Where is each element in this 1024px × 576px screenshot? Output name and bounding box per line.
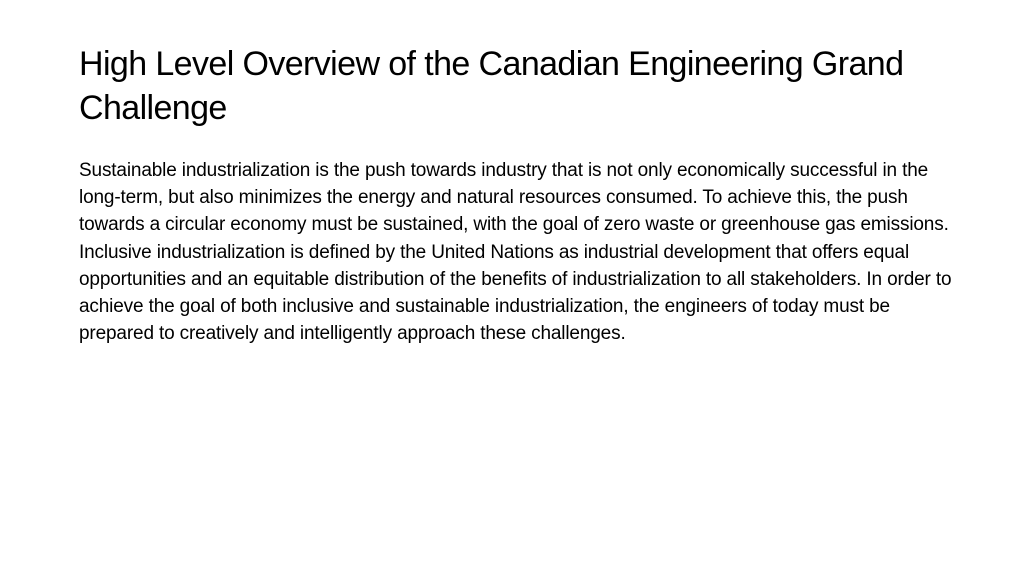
slide-title: High Level Overview of the Canadian Engineering Grand Challenge xyxy=(79,45,904,127)
slide-body-text: Sustainable industrialization is the push towards industry that is not only economically successful in the long-term, but also minimizes the energy and natural resources consumed. To achieve this, the push towards a circular economy must be sustained, with the goal of zero waste or greenhouse gas emissions. Inclusive industrialization is defined by the United Nations as industrial development that offers equal opportunities and an equitable distribution of the benefits of industrialization to all stakeholders. In order to achieve the goal of both inclusive and sustainable industrialization, the engineers of today must be prepared to creatively and intelligently approach these challenges. xyxy=(79,160,952,345)
